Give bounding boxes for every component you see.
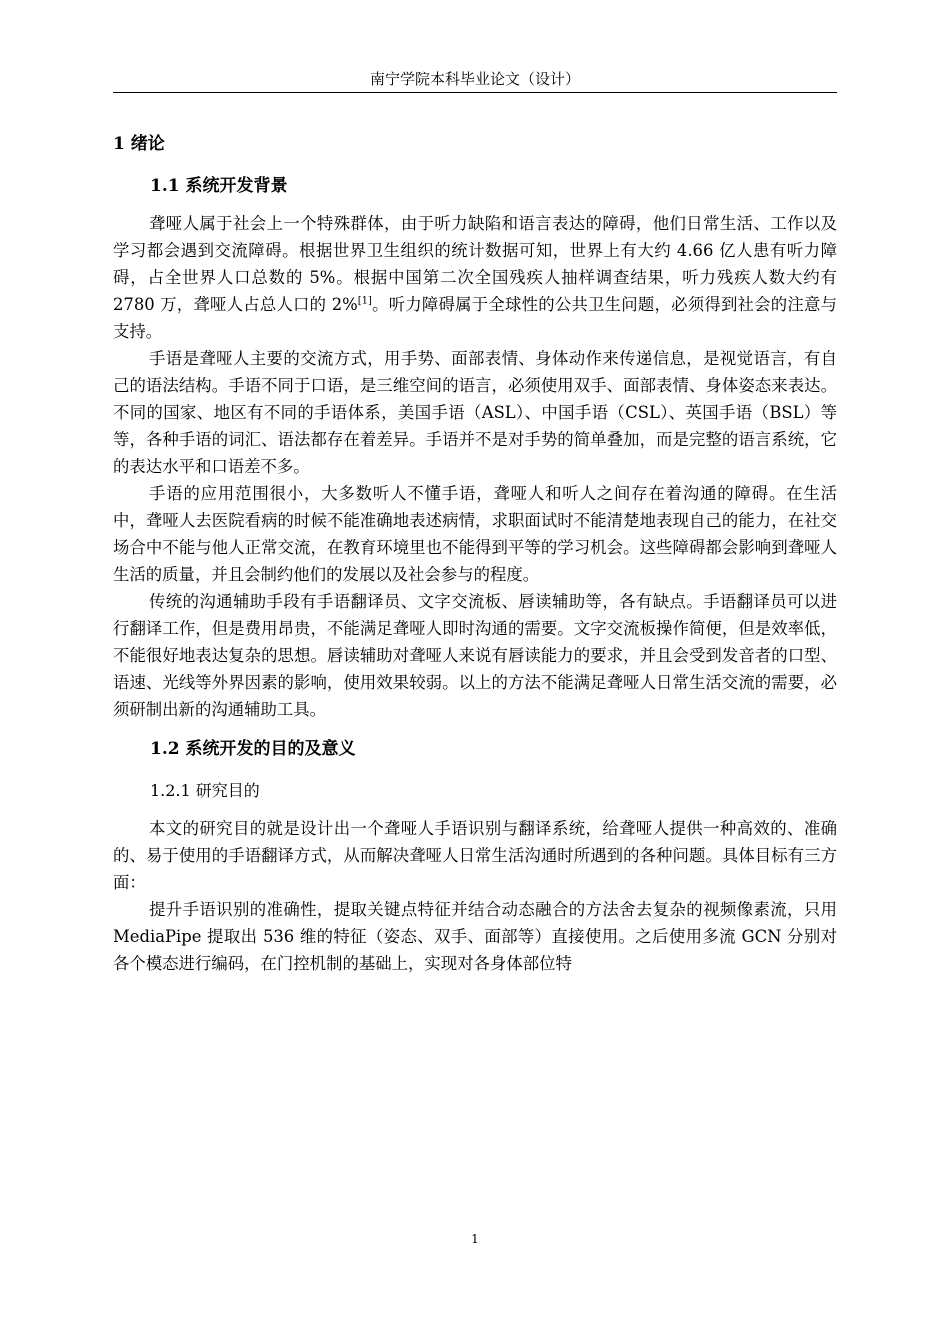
chapter-heading: 1 绪论 [113, 134, 165, 154]
paragraph-purpose-2: 提升手语识别的准确性，提取关键点特征并结合动态融合的方法舍去复杂的视频像素流，只用 MediaPipe 提取出 536 维的特征（姿态、双手、面部等）直接使用。之后使用多流 GCN 分别对各个模态进行编码，在门控机制的基础上，实现对各身体部位特 [113, 900, 837, 973]
paragraph-background-3: 手语的应用范围很小，大多数听人不懂手语，聋哑人和听人之间存在着沟通的障碍。在生活中，聋哑人去医院看病的时候不能准确地表述病情，求职面试时不能清楚地表现自己的能力，在社交场合中不能与他人正常交流，在教育环境里也不能得到平等的学习机会。这些障碍都会影响到聋哑人生活的质量，并且会制约他们的发展以及社会参与的程度。 [113, 484, 837, 584]
page-body [113, 128, 837, 977]
paragraph-purpose-1: 本文的研究目的就是设计出一个聋哑人手语识别与翻译系统，给聋哑人提供一种高效的、准确的、易于使用的手语翻译方式，从而解决聋哑人日常生活沟通时所遇到的各种问题。具体目标有三方面： [113, 819, 837, 892]
paragraph-background-1 [113, 210, 837, 345]
header-divider [113, 92, 837, 93]
page-number: 1 [471, 1232, 479, 1246]
running-header: 南宁学院本科毕业论文（设计） [369, 70, 580, 88]
paragraph-text-tail: 。听力障碍属于全球性的公共卫生问题，必须得到社会的注意与支持。 [113, 295, 838, 341]
paragraph-text: 聋哑人属于社会上一个特殊群体，由于听力缺陷和语言表达的障碍，他们日常生活、工作以及学习都会遇到交流障碍。根据世界卫生组织的统计数据可知，世界上有大约 4.66 亿人患有听力障碍，占全世界人口总数的 5%。根据中国第二次全国残疾人抽样调查结果，听力残疾人数大约有 2780 万，聋哑人占总人口的 2% [113, 214, 837, 314]
paragraph-background-4: 传统的沟通辅助手段有手语翻译员、文字交流板、唇读辅助等，各有缺点。手语翻译员可以进行翻译工作，但是费用昂贵，不能满足聋哑人即时沟通的需要。文字交流板操作简便，但是效率低，不能很好地表达复杂的思想。唇读辅助对聋哑人来说有唇读能力的要求，并且会受到发音者的口型、语速、光线等外界因素的影响，使用效果较弱。以上的方法不能满足聋哑人日常生活交流的需要，必须研制出新的沟通辅助工具。 [113, 592, 837, 719]
citation-marker: [1] [357, 295, 372, 307]
section-heading-1-1: 1.1 系统开发背景 [150, 176, 288, 196]
subsection-heading-1-2-1: 1.2.1 研究目的 [150, 781, 260, 800]
paragraph-background-2: 手语是聋哑人主要的交流方式，用手势、面部表情、身体动作来传递信息，是视觉语言，有自己的语法结构。手语不同于口语，是三维空间的语言，必须使用双手、面部表情、身体姿态来表达。不同的国家、地区有不同的手语体系，美国手语（ASL）、中国手语（CSL）、英国手语（BSL）等等，各种手语的词汇、语法都存在着差异。手语并不是对手势的简单叠加，而是完整的语言系统，它的表达水平和口语差不多。 [113, 349, 837, 476]
section-heading-1-2: 1.2 系统开发的目的及意义 [150, 739, 356, 759]
